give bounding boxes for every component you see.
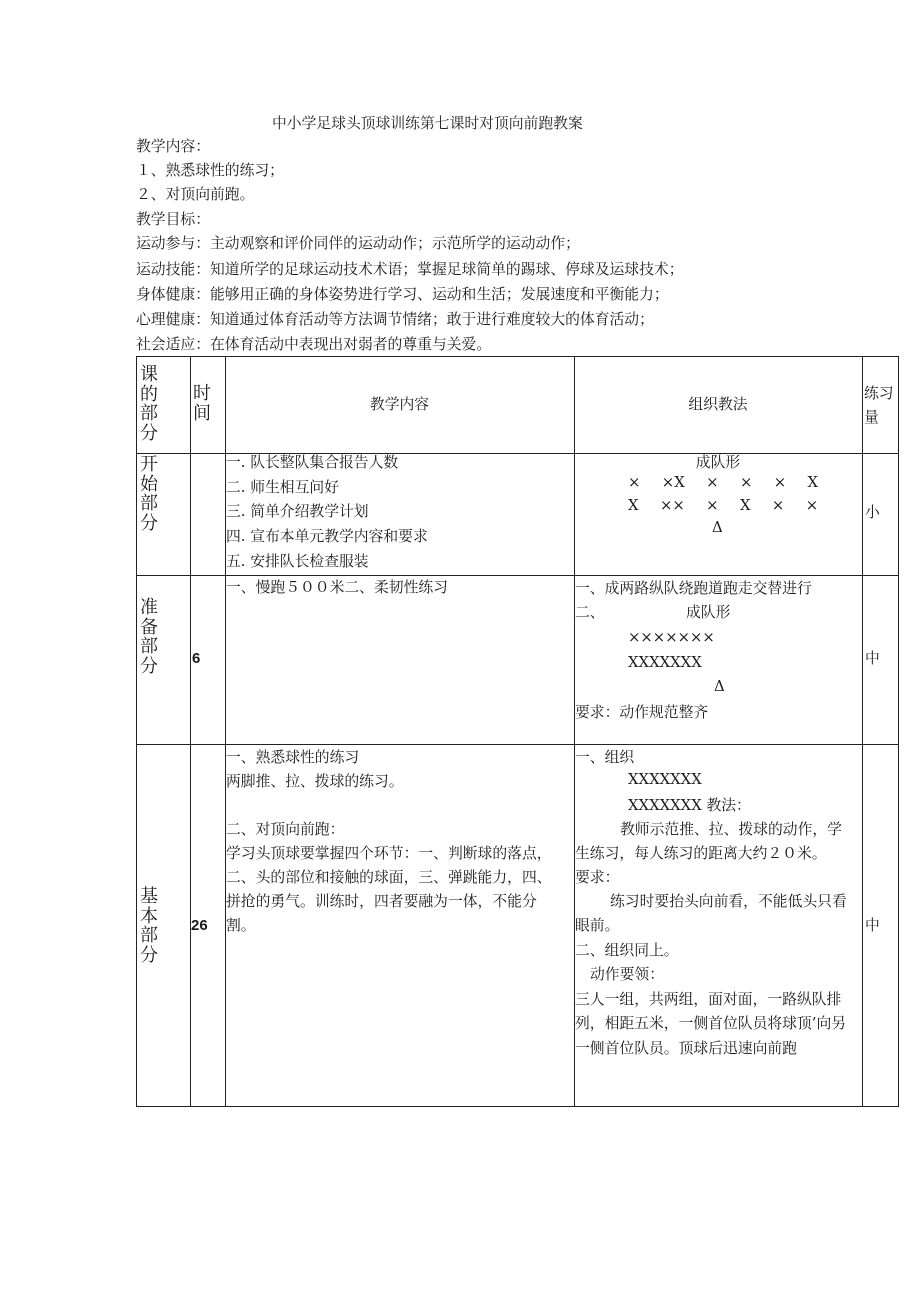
method-line: 生练习，每人练习的距离大约２０米。 <box>575 845 827 862</box>
formation-line: X ×× × X × × <box>628 497 819 514</box>
content-line: 三. 简单介绍教学计划 <box>226 503 369 520</box>
row-divider <box>136 744 899 745</box>
column-divider <box>862 356 863 1107</box>
method-line: 三人一组，共两组，面对面，一路纵队排 <box>575 991 842 1008</box>
method-line: 二、 <box>575 604 605 621</box>
column-divider <box>190 356 191 1107</box>
method-line: 眼前。 <box>575 917 620 934</box>
header-content: 教学内容 <box>369 396 430 413</box>
formation-line: XXXXXXX <box>628 654 702 671</box>
load-value: 中 <box>865 917 880 934</box>
method-line: 要求：动作规范整齐 <box>575 704 709 721</box>
content-line: 四. 宣布本单元教学内容和要求 <box>226 528 428 545</box>
teacher-marker: Δ <box>712 519 723 536</box>
formation-line: × ×X × × × X <box>628 474 819 491</box>
row-divider <box>136 575 899 576</box>
document-title: 中小学足球头顶球训练第七课时对顶向前跑教案 <box>272 115 583 132</box>
method-line: 二、组织同上。 <box>575 942 679 959</box>
goal-item: 社会适应：在体育活动中表现出对弱者的尊重与关爱。 <box>136 336 492 353</box>
content-line: 二、对顶向前跑： <box>226 821 345 838</box>
content-line: 一、熟悉球性的练习 <box>226 749 360 766</box>
content-line: 学习头顶球要掌握四个环节：一、判断球的落点， <box>226 845 552 862</box>
goal-item: 运动参与：主动观察和评价同伴的运动动作；示范所学的运动动作； <box>136 235 580 252</box>
row-section-start: 开始部分 <box>140 454 158 534</box>
table-border-bottom <box>136 1106 899 1107</box>
formation-label: 成队形 <box>695 454 741 471</box>
load-value: 小 <box>865 504 880 521</box>
content-line: 拼抢的勇气。训练时，四者要融为一体，不能分 <box>226 893 537 910</box>
goal-item: 身体健康：能够用正确的身体姿势进行学习、运动和生活；发展速度和平衡能力； <box>136 286 669 303</box>
method-line: 一、成两路纵队绕跑道跑走交替进行 <box>575 580 812 597</box>
content-line: 割。 <box>226 917 256 934</box>
content-line: 一、慢跑５００米二、柔韧性练习 <box>226 579 448 596</box>
content-heading: 教学内容： <box>136 138 210 155</box>
table-border-right <box>898 356 899 1107</box>
method-line: 列，相距五米，一侧首位队员将球顶’向另 <box>575 1015 847 1032</box>
load-value: 中 <box>865 650 880 667</box>
content-line: 五. 安排队长检查服装 <box>226 553 369 570</box>
content-item: １、熟悉球性的练习； <box>136 162 284 179</box>
method-line: 一侧首位队员。顶球后迅速向前跑 <box>575 1040 797 1057</box>
header-section: 课的部分 <box>140 364 158 444</box>
goal-item: 运动技能：知道所学的足球运动技术术语；掌握足球简单的踢球、停球及运球技术； <box>136 261 684 278</box>
formation-label: 成队形 <box>686 604 731 621</box>
content-line: 两脚推、拉、拨球的练习。 <box>226 773 404 790</box>
time-value: 6 <box>192 650 201 667</box>
goals-heading: 教学目标： <box>136 211 210 228</box>
content-line: 二、头的部位和接触的球面，三、弹跳能力，四、 <box>226 869 552 886</box>
time-value: 26 <box>191 917 208 934</box>
table-border-left <box>136 356 137 1107</box>
content-item: ２、对顶向前跑。 <box>136 186 255 203</box>
teacher-marker: Δ <box>714 678 725 695</box>
method-line: 练习时要抬头向前看，不能低头只看 <box>610 893 847 910</box>
formation-line: XXXXXXX <box>628 771 702 788</box>
method-line: 一、组织 <box>575 749 635 766</box>
method-line: 动作要领： <box>590 966 664 983</box>
formation-line: ××××××× <box>628 629 715 646</box>
header-method: 组织教法 <box>688 396 748 413</box>
header-load: 练习量 <box>864 385 894 426</box>
row-section-prep: 准备部分 <box>140 597 158 677</box>
method-line: 要求： <box>575 869 620 886</box>
table-border-top <box>136 356 899 357</box>
method-line: 教师示范推、拉、拨球的动作，学 <box>620 821 842 838</box>
header-time: 时间 <box>193 383 211 424</box>
row-section-main: 基本部分 <box>140 886 158 966</box>
goal-item: 心理健康：知道通过体育活动等方法调节情绪；敢于进行难度较大的体育活动； <box>136 311 654 328</box>
content-line: 二. 师生相互问好 <box>226 479 339 496</box>
formation-line: XXXXXXX 教法： <box>628 797 751 814</box>
content-line: 一. 队长整队集合报告人数 <box>226 454 399 471</box>
